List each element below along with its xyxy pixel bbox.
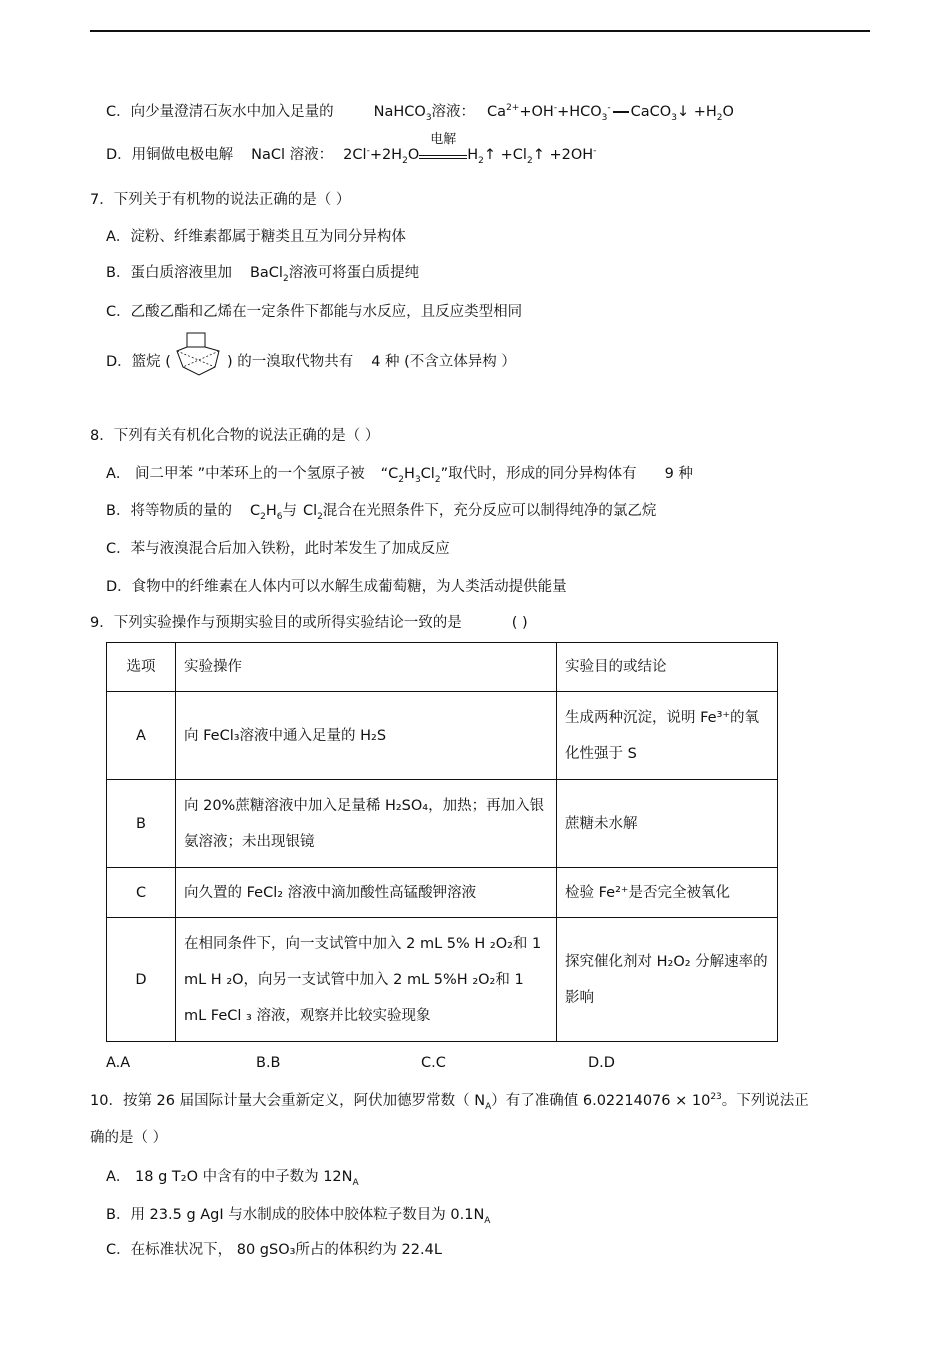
q9-answer-d: D.D	[588, 1055, 615, 1071]
table-cell: 生成两种沉淀，说明 Fe³⁺的氧化性强于 S	[557, 692, 778, 780]
q7-stem: 7．下列关于有机物的说法正确的是（ ）	[90, 192, 351, 208]
table-row	[107, 918, 778, 1042]
table-cell: C	[107, 868, 176, 918]
table-header-cell: 实验目的或结论	[557, 643, 778, 692]
electrolysis-arrow: 电解	[419, 146, 467, 159]
table-cell: 向久置的 FeCl₂ 溶液中滴加酸性高锰酸钾溶液	[176, 868, 557, 918]
q8-option-d: D．食物中的纤维素在人体内可以水解生成葡萄糖，为人类活动提供能量	[106, 579, 567, 595]
table-cell: 探究催化剂对 H₂O₂ 分解速率的影响	[557, 918, 778, 1042]
experiment-table	[106, 642, 778, 1042]
q9-answer-a: A.A	[106, 1055, 131, 1071]
q9-answer-b: B.B	[256, 1055, 281, 1071]
q9-answer-c: C.C	[421, 1055, 446, 1071]
table-cell: B	[107, 780, 176, 868]
q7-option-c: C．乙酸乙酯和乙烯在一定条件下都能与水反应，且反应类型相同	[106, 304, 523, 320]
table-header-cell: 选项	[107, 643, 176, 692]
q8-option-a: A． 间二甲苯 ”中苯环上的一个氢原子被 “$C_2H_3Cl_2$”取代时，形成的同分异构体有 9 种	[106, 466, 693, 485]
q10-option-a: A． 18 g T₂O 中含有的中子数为 $12N_A$	[106, 1169, 359, 1188]
table-header-row	[107, 643, 778, 692]
q7-option-d: D．篮烷 ( ) 的一溴取代物共有 4 种 (不含立体异构 ）	[106, 345, 516, 379]
q6-option-c: C．向少量澄清石灰水中加入足量的 NaHCO$_3$溶液： $Ca^{2+}+OH^-+HCO_3^-$ CaCO$_3$↓ $+H_2O$	[106, 103, 734, 123]
q8-stem: 8．下列有关有机化合物的说法正确的是（ ）	[90, 428, 380, 444]
q8-option-b: B．将等物质的量的 $C_2H_6$与 $Cl_2$混合在光照条件下，充分反应可以制得纯净的氯乙烷	[106, 503, 657, 522]
basketane-structure-icon	[171, 331, 227, 379]
header-rule	[90, 30, 870, 32]
table-cell: 向 FeCl₃溶液中通入足量的 H₂S	[176, 692, 557, 780]
table-cell: D	[107, 918, 176, 1042]
table-row	[107, 692, 778, 780]
q6-option-d: D．用铜做电极电解 NaCl 溶液： $2Cl^-+2H_2O$ 电解 $H_2↑$ $+Cl_2↑ +2OH^-$	[106, 132, 597, 166]
q10-option-c: C．在标准状况下， 80 gSO₃所占的体积约为 22.4L	[106, 1242, 442, 1258]
table-cell: 在相同条件下，向一支试管中加入 2 mL 5% H ₂O₂和 1 mL H ₂O，向另一支试管中加入 2 mL 5%H ₂O₂和 1 mL FeCl ₃ 溶液，观察并比较实验现象	[176, 918, 557, 1042]
q7-option-b: B．蛋白质溶液里加 BaCl$_2$溶液可将蛋白质提纯	[106, 265, 420, 284]
table-cell: 检验 Fe²⁺是否完全被氧化	[557, 868, 778, 918]
q7-option-a: A．淀粉、纤维素都属于糖类且互为同分异构体	[106, 229, 406, 245]
table-cell: 蔗糖未水解	[557, 780, 778, 868]
table-cell: 向 20%蔗糖溶液中加入足量稀 H₂SO₄，加热；再加入银氨溶液；未出现银镜	[176, 780, 557, 868]
q10-stem-line1: 10．按第 26 届国际计量大会重新定义，阿伏加德罗常数（ $N_A$）有了准确值 $6.02214076 \times 10^{23}$。下列说法正	[90, 1092, 809, 1112]
table-row	[107, 780, 778, 868]
q10-stem-line2: 确的是（ ）	[90, 1130, 168, 1146]
q10-option-b: B．用 23.5 g AgI 与水制成的胶体中胶体粒子数目为 $0.1N_A$	[106, 1207, 491, 1226]
q8-option-c: C．苯与液溴混合后加入铁粉，此时苯发生了加成反应	[106, 541, 450, 557]
table-cell: A	[107, 692, 176, 780]
q9-stem: 9．下列实验操作与预期实验目的或所得实验结论一致的是 ( )	[90, 615, 528, 631]
table-header-cell: 实验操作	[176, 643, 557, 692]
table-row	[107, 868, 778, 918]
